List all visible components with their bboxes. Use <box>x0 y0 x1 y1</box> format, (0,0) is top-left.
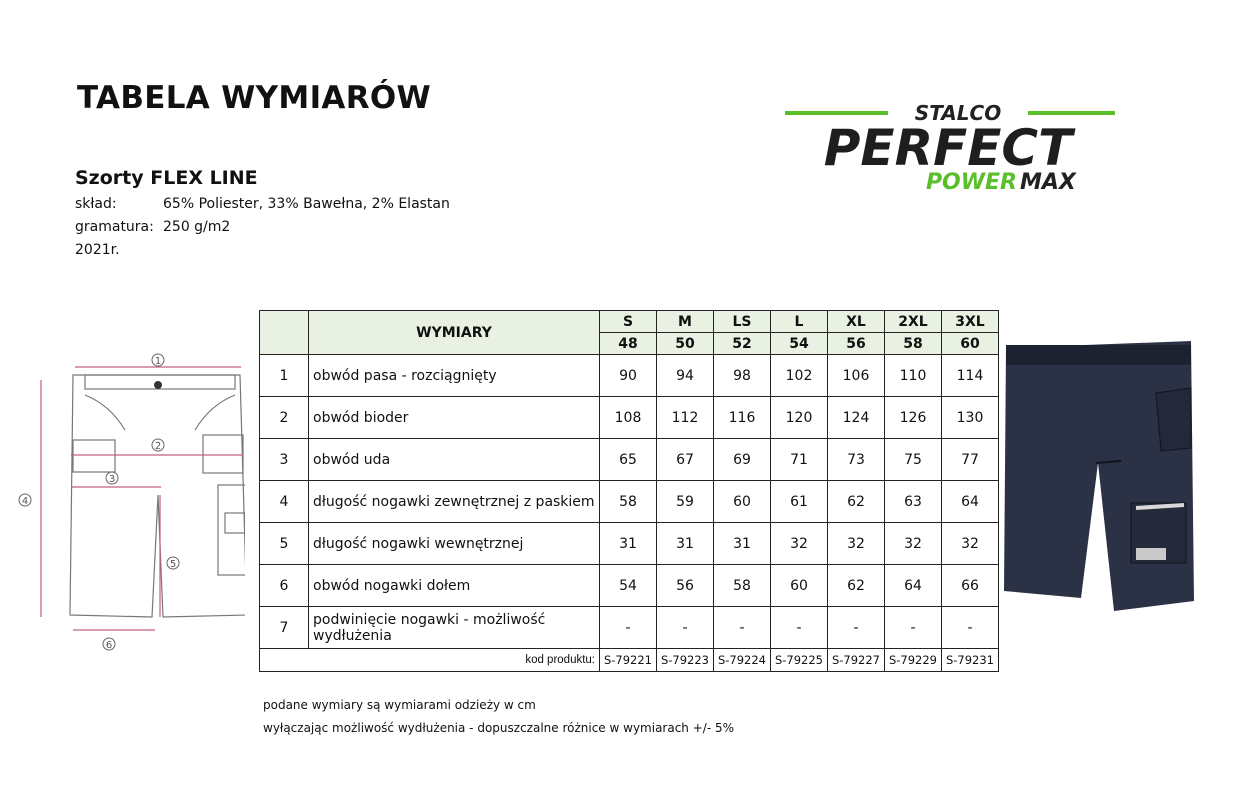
table-row <box>260 607 999 649</box>
measurement-cell: 58 <box>714 565 771 607</box>
weight-value: 250 g/m2 <box>163 219 231 235</box>
photo-waistband <box>1006 345 1191 365</box>
weight-label: gramatura: <box>75 219 154 235</box>
row-number: 5 <box>260 523 309 565</box>
logo-line1: PERFECT <box>823 119 1073 177</box>
code-label: kod produktu: <box>260 649 600 672</box>
weight-line <box>75 219 230 235</box>
row-label: długość nogawki wewnętrznej <box>309 523 600 565</box>
measurement-cell: 62 <box>828 565 885 607</box>
eu-size-header: 60 <box>942 333 999 355</box>
eu-size-header: 56 <box>828 333 885 355</box>
shorts-body <box>1004 341 1194 611</box>
row-label: długość nogawki zewnętrznej z paskiem <box>309 481 600 523</box>
size-header: 2XL <box>885 311 942 333</box>
row-number: 4 <box>260 481 309 523</box>
measurement-cell: 120 <box>771 397 828 439</box>
logo-line2b: MAX <box>1020 170 1076 195</box>
measurement-cell: 102 <box>771 355 828 397</box>
measurement-cell: 32 <box>885 523 942 565</box>
eu-size-header: 50 <box>657 333 714 355</box>
button-icon <box>154 381 162 389</box>
size-header: S <box>600 311 657 333</box>
measurement-cell: 31 <box>600 523 657 565</box>
row-number: 2 <box>260 397 309 439</box>
measurement-cell: 56 <box>657 565 714 607</box>
brand-logo <box>770 95 1130 205</box>
measurement-cell: 110 <box>885 355 942 397</box>
measurement-cell: 31 <box>657 523 714 565</box>
cargo-flap <box>225 513 245 533</box>
measurement-cell: - <box>771 607 828 649</box>
measurement-cell: 106 <box>828 355 885 397</box>
product-photo <box>996 333 1196 613</box>
row-label: obwód bioder <box>309 397 600 439</box>
eu-size-header: 48 <box>600 333 657 355</box>
table-row <box>260 481 999 523</box>
measurement-cell: 61 <box>771 481 828 523</box>
measurement-cell: 77 <box>942 439 999 481</box>
eu-size-header: 54 <box>771 333 828 355</box>
measurement-cell: 65 <box>600 439 657 481</box>
table-row <box>260 397 999 439</box>
row-number: 6 <box>260 565 309 607</box>
row-number: 7 <box>260 607 309 649</box>
table-row <box>260 355 999 397</box>
shorts-diagram <box>15 345 245 655</box>
page-title: TABELA WYMIARÓW <box>77 80 432 116</box>
marker-3: 3 <box>108 474 116 485</box>
composition-label: skład: <box>75 196 117 212</box>
product-code: S-79223 <box>657 649 714 672</box>
measurement-cell: 32 <box>771 523 828 565</box>
product-code: S-79229 <box>885 649 942 672</box>
note-2: wyłączając możliwość wydłużenia - dopuszczalne różnice w wymiarach +/- 5% <box>263 721 734 735</box>
measurement-cell: - <box>885 607 942 649</box>
measurement-cell: 59 <box>657 481 714 523</box>
measurement-cell: 64 <box>942 481 999 523</box>
composition-line <box>75 196 450 212</box>
table-row <box>260 439 999 481</box>
measurement-cell: 126 <box>885 397 942 439</box>
measurement-cell: 66 <box>942 565 999 607</box>
shorts-outline <box>70 375 245 617</box>
product-code: S-79221 <box>600 649 657 672</box>
row-label: obwód nogawki dołem <box>309 565 600 607</box>
measurement-cell: 67 <box>657 439 714 481</box>
year: 2021r. <box>75 242 120 258</box>
product-name: Szorty FLEX LINE <box>75 167 258 189</box>
left-pocket <box>73 440 115 472</box>
measurement-cell: 94 <box>657 355 714 397</box>
photo-side-pocket <box>1156 388 1191 451</box>
header-empty <box>260 311 309 355</box>
measurement-cell: 60 <box>771 565 828 607</box>
right-pocket <box>203 435 243 473</box>
measurement-cell: 130 <box>942 397 999 439</box>
size-header: XL <box>828 311 885 333</box>
size-table <box>259 310 999 672</box>
product-code: S-79227 <box>828 649 885 672</box>
eu-size-header: 58 <box>885 333 942 355</box>
measurement-cell: 54 <box>600 565 657 607</box>
row-label: podwinięcie nogawki - możliwość wydłużenia <box>309 607 600 649</box>
measurement-cell: - <box>828 607 885 649</box>
measurement-cell: 108 <box>600 397 657 439</box>
marker-6: 6 <box>105 640 113 651</box>
table-row <box>260 523 999 565</box>
measurement-cell: - <box>657 607 714 649</box>
measurement-cell: 60 <box>714 481 771 523</box>
logo-line2a: POWER <box>925 170 1017 195</box>
measurement-cell: 32 <box>942 523 999 565</box>
marker-1: 1 <box>154 356 162 367</box>
product-code: S-79224 <box>714 649 771 672</box>
row-label: obwód pasa - rozciągnięty <box>309 355 600 397</box>
measurement-cell: 63 <box>885 481 942 523</box>
note-1: podane wymiary są wymiarami odzieży w cm <box>263 698 536 712</box>
measurement-cell: 58 <box>600 481 657 523</box>
cargo-pocket <box>218 485 245 575</box>
measurement-cell: 75 <box>885 439 942 481</box>
measurement-cell: - <box>714 607 771 649</box>
measurement-cell: 69 <box>714 439 771 481</box>
measurement-cell: - <box>942 607 999 649</box>
size-header: 3XL <box>942 311 999 333</box>
composition-value: 65% Poliester, 33% Bawełna, 2% Elastan <box>163 196 450 212</box>
size-header: LS <box>714 311 771 333</box>
measurement-cell: 124 <box>828 397 885 439</box>
pocket-line-right <box>195 395 235 430</box>
measurement-cell: 64 <box>885 565 942 607</box>
measurement-cell: 73 <box>828 439 885 481</box>
logo-brand: STALCO <box>914 101 1002 125</box>
marker-4: 4 <box>21 496 29 507</box>
row-number: 3 <box>260 439 309 481</box>
measurement-cell: 71 <box>771 439 828 481</box>
measurement-cell: 116 <box>714 397 771 439</box>
measurement-cell: 62 <box>828 481 885 523</box>
row-number: 1 <box>260 355 309 397</box>
measurement-cell: 31 <box>714 523 771 565</box>
pocket-line-left <box>85 395 125 430</box>
row-label: obwód uda <box>309 439 600 481</box>
measurement-cell: 114 <box>942 355 999 397</box>
measurement-cell: 90 <box>600 355 657 397</box>
size-header: L <box>771 311 828 333</box>
product-code: S-79231 <box>942 649 999 672</box>
measurement-cell: 112 <box>657 397 714 439</box>
eu-size-header: 52 <box>714 333 771 355</box>
product-code: S-79225 <box>771 649 828 672</box>
measurement-cell: - <box>600 607 657 649</box>
marker-5: 5 <box>169 559 177 570</box>
measurement-cell: 32 <box>828 523 885 565</box>
photo-label-patch <box>1136 548 1166 560</box>
marker-2: 2 <box>154 441 162 452</box>
size-header: M <box>657 311 714 333</box>
header-wymiary: WYMIARY <box>309 311 600 355</box>
measurement-cell: 98 <box>714 355 771 397</box>
table-row <box>260 565 999 607</box>
